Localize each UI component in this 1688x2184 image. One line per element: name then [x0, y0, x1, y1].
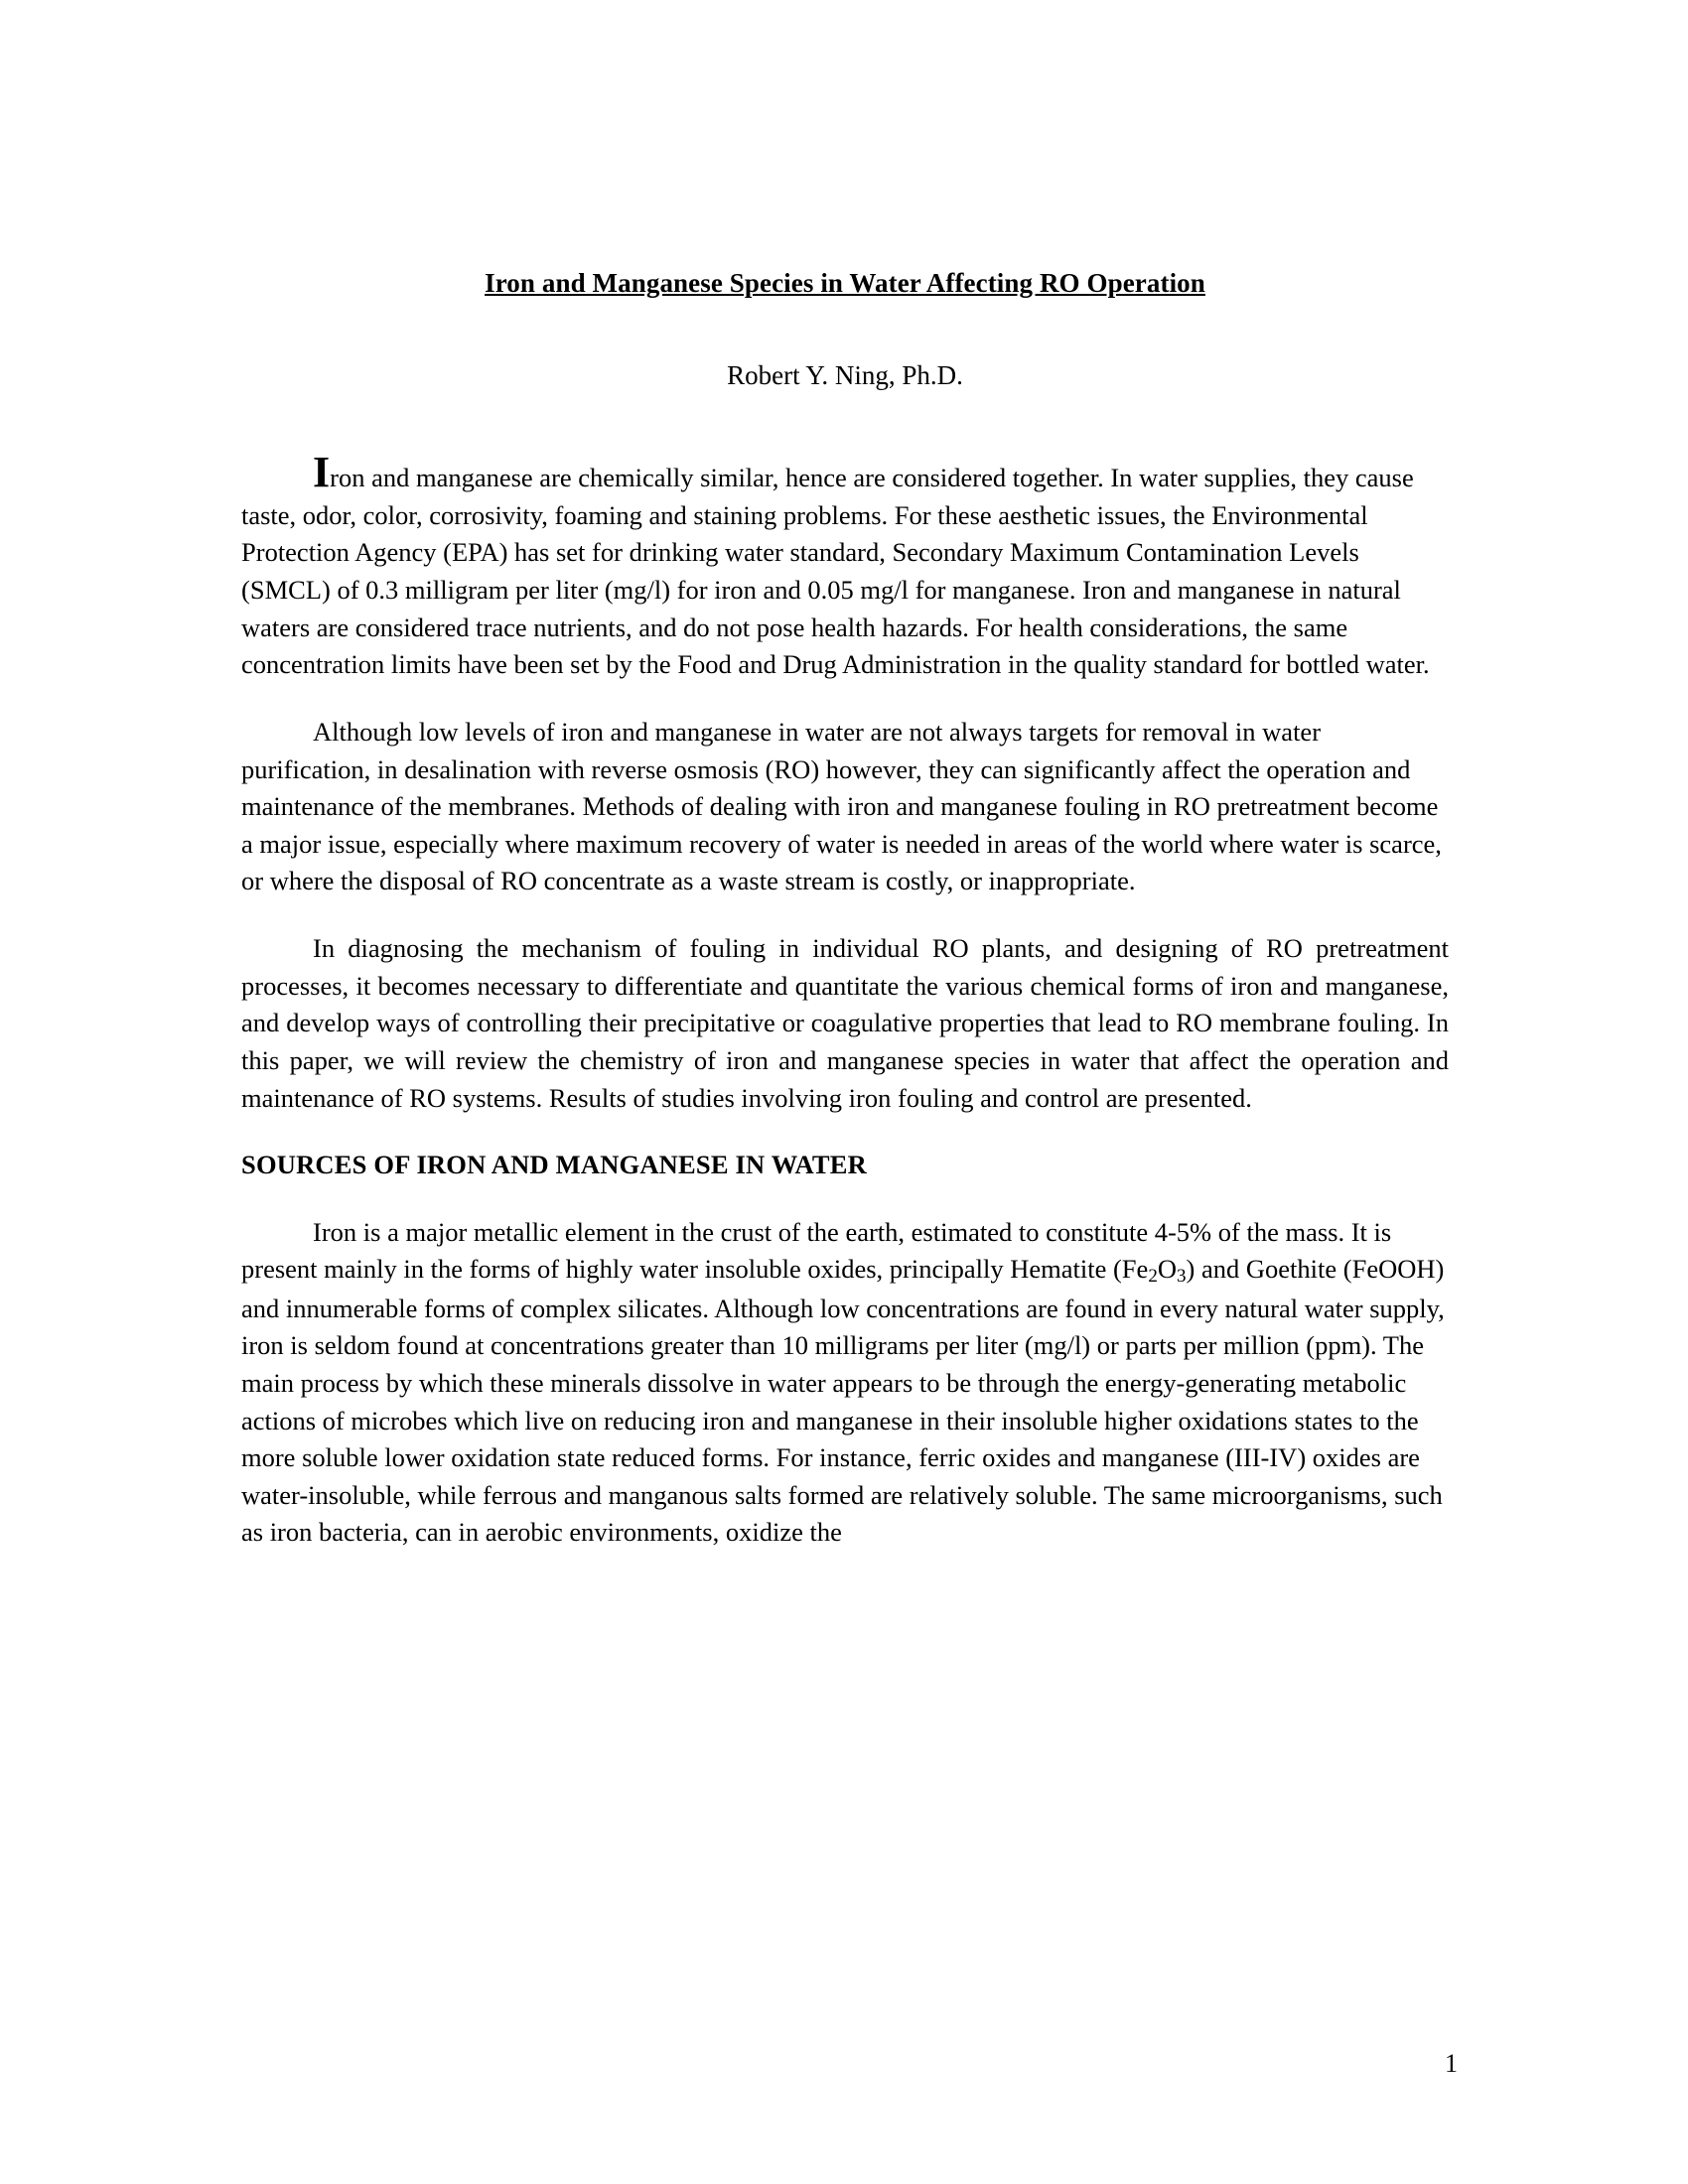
- paragraph-three: [241, 930, 1449, 1117]
- drop-cap: I: [313, 448, 331, 497]
- page-number: 1: [1445, 2049, 1458, 2078]
- section-heading-sources: SOURCES OF IRON AND MANGANESE IN WATER: [241, 1150, 867, 1180]
- paragraph-two-text: Although low levels of iron and manganese in water are not always targets for removal in water purification, in desalination with reverse osmosis (RO) however, they can significantly affect the operation and maintenance of the membranes. Methods of dealing with iron and manganese fouling in RO pretreatment become a major issue, especially where maximum recovery of water is needed in areas of the world where water is scarce, or where the disposal of RO concentrate as a waste stream is costly, or inappropriate.: [241, 716, 1442, 896]
- paragraph-four-text-part2: O: [1157, 1254, 1177, 1285]
- subscript-three: 3: [1177, 1266, 1187, 1288]
- paragraph-two: [241, 714, 1449, 900]
- author-byline: Robert Y. Ning, Ph.D.: [727, 360, 963, 391]
- paragraph-four: [241, 1214, 1449, 1552]
- page-content: [241, 266, 1449, 1581]
- paragraph-four-text-part3: ) and Goethite (FeOOH) and innumerable forms of complex silicates. Although low concentrations are found in every natural water supply, iron is seldom found at concentrations greater than 10 milligrams per liter (mg/l) or parts per million (ppm). The main process by which these minerals dissolve in water appears to be through the energy-generating metabolic actions of microbes which live on reducing iron and manganese in their insoluble higher oxidations states to the more soluble lower oxidation state reduced forms. For instance, ferric oxides and manganese (III-IV) oxides are water-insoluble, while ferrous and manganous salts formed are relatively soluble. The same microorganisms, such as iron bacteria, can in aerobic environments, oxidize the: [241, 1254, 1445, 1548]
- paragraph-intro: [241, 448, 1449, 684]
- page-title: Iron and Manganese Species in Water Affecting RO Operation: [485, 268, 1205, 298]
- paragraph-four-text-part1: Iron is a major metallic element in the crust of the earth, estimated to constitute 4-5% of the mass. It is present mainly in the forms of highly water insoluble oxides, principally Hematite (Fe: [241, 1216, 1392, 1285]
- subscript-two: 2: [1148, 1266, 1158, 1288]
- paragraph-three-text: In diagnosing the mechanism of fouling in individual RO plants, and designing of RO pretreatment processes, it becomes necessary to differentiate and quantitate the various chemical forms of iron and manganese, and develop ways of controlling their precipitative or coagulative properties that lead to RO membrane fouling. In this paper, we will review the chemistry of iron and manganese species in water that affect the operation and maintenance of RO systems. Results of studies involving iron fouling and control are presented.: [241, 933, 1449, 1113]
- paragraph-intro-text: ron and manganese are chemically similar, hence are considered together. In water supplies, they cause taste, odor, color, corrosivity, foaming and staining problems. For these aesthetic issues, the Environmental Protection Agency (EPA) has set for drinking water standard, Secondary Maximum Contamination Levels (SMCL) of 0.3 milligram per liter (mg/l) for iron and 0.05 mg/l for manganese. Iron and manganese in natural waters are considered trace nutrients, and do not pose health hazards. For health considerations, the same concentration limits have been set by the Food and Drug Administration in the quality standard for bottled water.: [241, 463, 1430, 680]
